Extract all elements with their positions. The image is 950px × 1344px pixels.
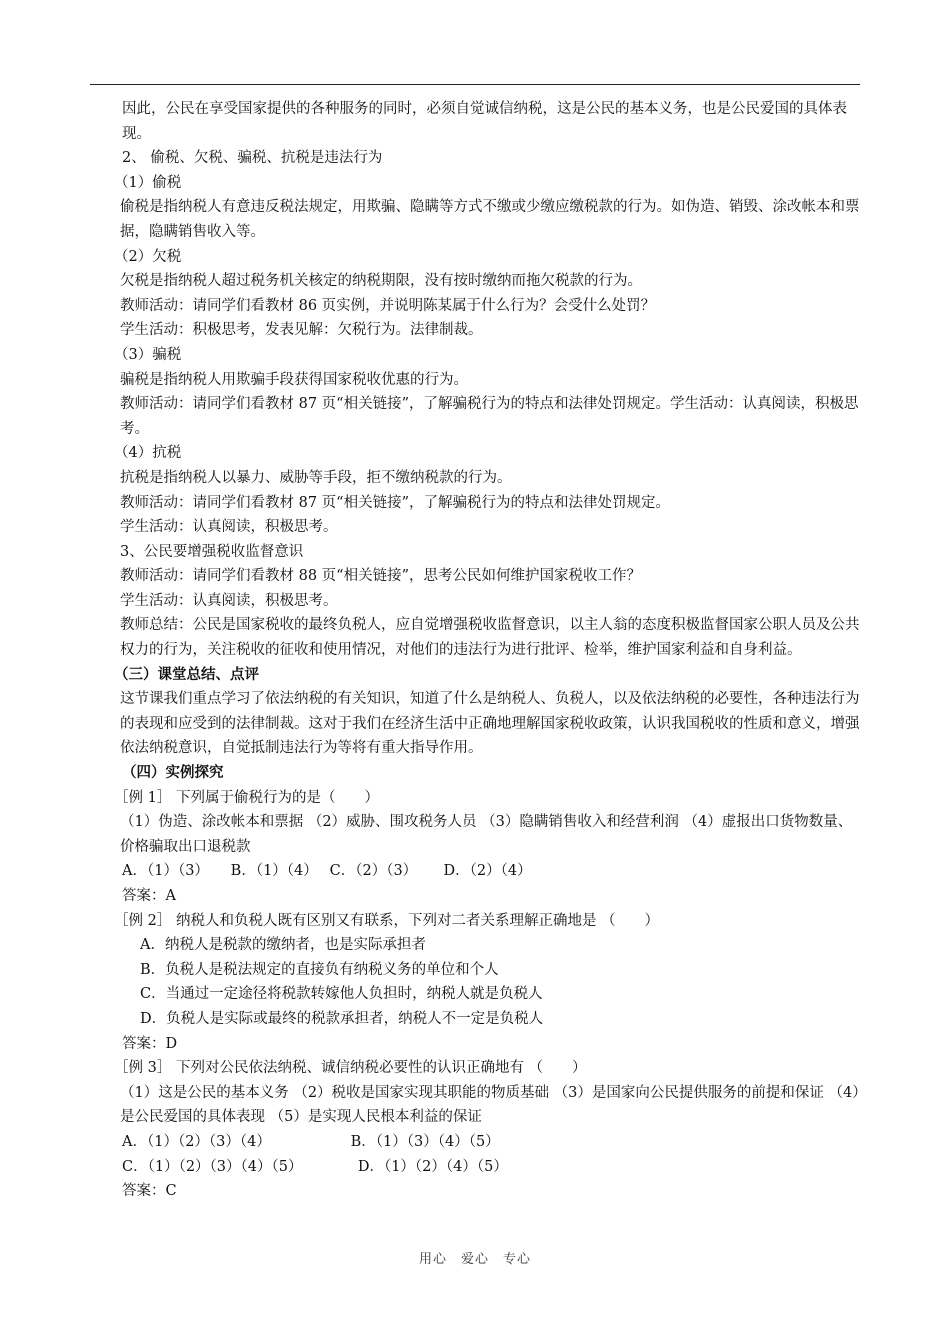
heading-supervision: 3、公民要增强税收监督意识 bbox=[120, 543, 304, 560]
teacher-activity-1: 教师活动：请同学们看教材 86 页实例，并说明陈某属于什么行为？会受什么处罚？ bbox=[120, 297, 656, 314]
student-activity-4: 学生活动：认真阅读，积极思考。 bbox=[120, 592, 338, 609]
paragraph-tax-arrears: 欠税是指纳税人超过税务机关核定的纳税期限，没有按时缴纳而拖欠税款的行为。 bbox=[120, 273, 642, 290]
paragraph-tax-resistance: 抗税是指纳税人以暴力、威胁等手段，拒不缴纳税款的行为。 bbox=[120, 469, 512, 486]
example-2-answer: 答案：D bbox=[122, 1035, 178, 1052]
subheading-tax-arrears: （2）欠税 bbox=[114, 248, 182, 265]
example-2-option-d: D．负税人是实际或最终的税款承担者，纳税人不一定是负税人 bbox=[140, 1010, 544, 1027]
heading-illegal-acts: 2、 偷税、欠税、骗税、抗税是违法行为 bbox=[122, 150, 383, 167]
example-3-question: ［例 3］ 下列对公民依法纳税、诚信纳税必要性的认识正确地有 （ ） bbox=[114, 1060, 587, 1077]
subheading-tax-evasion: （1）偷税 bbox=[114, 174, 182, 191]
teacher-activity-4: 教师活动：请同学们看教材 88 页“相关链接”，思考公民如何维护国家税收工作？ bbox=[120, 568, 641, 585]
paragraph-tax-fraud: 骗税是指纳税人用欺骗手段获得国家税收优惠的行为。 bbox=[120, 371, 468, 388]
document-body bbox=[114, 97, 862, 1204]
teacher-summary: 教师总结：公民是国家税收的最终负税人，应自觉增强税收监督意识，以主人翁的态度积极监督国家公职人员及公共权力的行为，关注税收的征收和使用情况，对他们的违法行为进行批评、检举，维护国家利益和自身利益。 bbox=[120, 617, 860, 659]
example-1-question: ［例 1］ 下列属于偷税行为的是（ ） bbox=[114, 789, 379, 806]
example-2-question: ［例 2］ 纳税人和负税人既有区别又有联系，下列对二者关系理解正确地是 （ ） bbox=[114, 912, 660, 929]
student-activity-3: 学生活动：认真阅读，积极思考。 bbox=[120, 519, 338, 536]
example-1-options: A．（1）（3） B．（1）（4） C．（2）（3） D．（2）（4） bbox=[122, 863, 532, 880]
subheading-tax-fraud: （3）骗税 bbox=[114, 346, 182, 363]
example-3-answer: 答案：C bbox=[122, 1183, 177, 1200]
example-2-option-a: A．纳税人是税款的缴纳者，也是实际承担者 bbox=[140, 937, 426, 954]
teacher-activity-3: 教师活动：请同学们看教材 87 页“相关链接”，了解骗税行为的特点和法律处罚规定。 bbox=[120, 494, 670, 511]
header-rule bbox=[90, 84, 860, 85]
example-2-option-b: B．负税人是税法规定的直接负有纳税义务的单位和个人 bbox=[140, 961, 499, 978]
student-activity-1: 学生活动：积极思考，发表见解：欠税行为。法律制裁。 bbox=[120, 322, 483, 339]
example-2-option-c: C．当通过一定途径将税款转嫁他人负担时，纳税人就是负税人 bbox=[140, 986, 543, 1003]
paragraph-summary: 这节课我们重点学习了依法纳税的有关知识，知道了什么是纳税人、负税人，以及依法纳税的必要性，各种违法行为的表现和应受到的法律制裁。这对于我们在经济生活中正确地理解国家税收政策，认识我国税收的性质和意义，增强依法纳税意识，自觉抵制违法行为等将有重大指导作用。 bbox=[120, 691, 860, 757]
section-heading-examples: （四）实例探究 bbox=[122, 764, 224, 782]
teacher-activity-2: 教师活动：请同学们看教材 87 页“相关链接”，了解骗税行为的特点和法律处罚规定。学生活动：认真阅读，积极思考。 bbox=[120, 396, 859, 437]
example-1-answer: 答案：A bbox=[122, 888, 176, 904]
example-3-items: （1）这是公民的基本义务 （2）税收是国家实现其职能的物质基础 （3）是国家向公民提供服务的前提和保证 （4）是公民爱国的具体表现 （5）是实现人民根本利益的保证 bbox=[120, 1084, 860, 1126]
paragraph-conclusion: 因此，公民在享受国家提供的各种服务的同时，必须自觉诚信纳税，这是公民的基本义务，也是公民爱国的具体表现。 bbox=[122, 101, 847, 142]
section-heading-summary: （三）课堂总结、点评 bbox=[114, 665, 259, 683]
paragraph-tax-evasion: 偷税是指纳税人有意违反税法规定，用欺骗、隐瞒等方式不缴或少缴应缴税款的行为。如伪造、销毁、涂改帐本和票据，隐瞒销售收入等。 bbox=[120, 199, 860, 240]
example-3-options-ab: A．（1）（2）（3）（4） B．（1）（3）（4）（5） bbox=[122, 1133, 500, 1150]
example-1-items: （1）伪造、涂改帐本和票据 （2）威胁、围攻税务人员 （3）隐瞒销售收入和经营利润 （4）虚报出口货物数量、价格骗取出口退税款 bbox=[120, 814, 853, 855]
page-footer: 用心 爱心 专心 bbox=[418, 1252, 531, 1267]
subheading-tax-resistance: （4）抗税 bbox=[114, 445, 182, 462]
example-3-options-cd: C．（1）（2）（3）（4）（5） D．（1）（2）（4）（5） bbox=[122, 1158, 508, 1175]
